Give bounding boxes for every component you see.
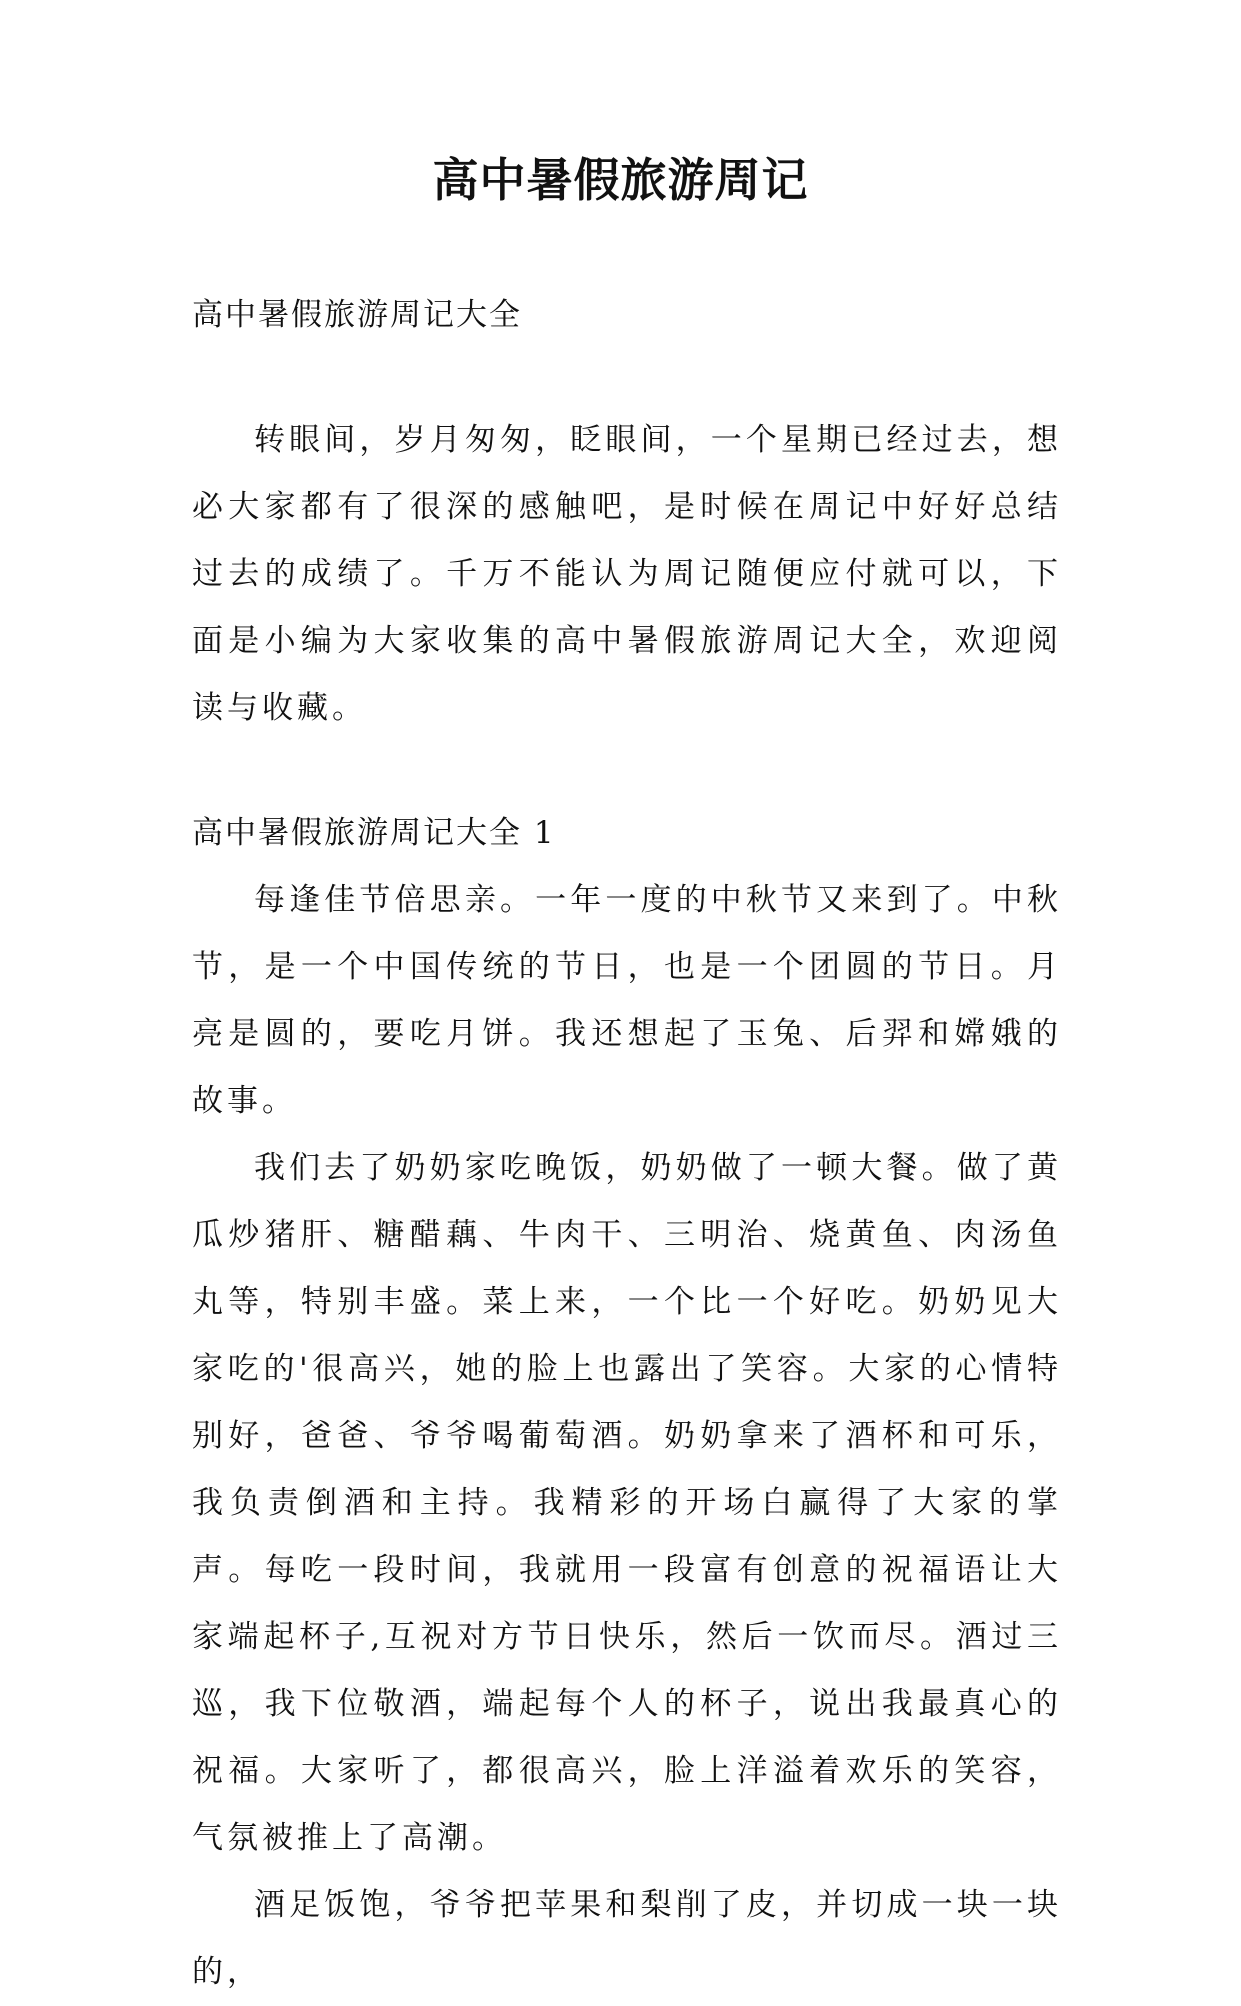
section-heading: 高中暑假旅游周记大全 1 [192,815,556,851]
document-title: 高中暑假旅游周记 [432,153,809,207]
body-paragraph: 每逢佳节倍思亲。一年一度的中秋节又来到了。中秋节，是一个中国传统的节日，也是一个团圆的节日。月亮是圆的，要吃月饼。我还想起了玉兔、后羿和嫦娥的故事。 [192,882,1062,1119]
document-body [192,282,1062,2006]
intro-paragraph: 转眼间，岁月匆匆，眨眼间，一个星期已经过去，想必大家都有了很深的感触吧，是时候在周记中好好总结过去的成绩了。千万不能认为周记随便应付就可以，下面是小编为大家收集的高中暑假旅游周记大全，欢迎阅读与收藏。 [192,422,1062,726]
body-paragraph: 我们去了奶奶家吃晚饭，奶奶做了一顿大餐。做了黄瓜炒猪肝、糖醋藕、牛肉干、三明治、烧黄鱼、肉汤鱼丸等，特别丰盛。菜上来，一个比一个好吃。奶奶见大家吃的'很高兴，她的脸上也露出了笑容。大家的心情特别好，爸爸、爷爷喝葡萄酒。奶奶拿来了酒杯和可乐，我负责倒酒和主持。我精彩的开场白赢得了大家的掌声。每吃一段时间，我就用一段富有创意的祝福语让大家端起杯子,互祝对方节日快乐，然后一饮而尽。酒过三巡，我下位敬酒，端起每个人的杯子，说出我最真心的祝福。大家听了，都很高兴，脸上洋溢着欢乐的笑容，气氛被推上了高潮。 [192,1150,1062,1856]
document-subtitle: 高中暑假旅游周记大全 [192,297,522,333]
spacer [192,742,1062,800]
spacer [192,349,1062,407]
body-paragraph: 酒足饭饱，爷爷把苹果和梨削了皮，并切成一块一块的， [192,1887,1062,1990]
